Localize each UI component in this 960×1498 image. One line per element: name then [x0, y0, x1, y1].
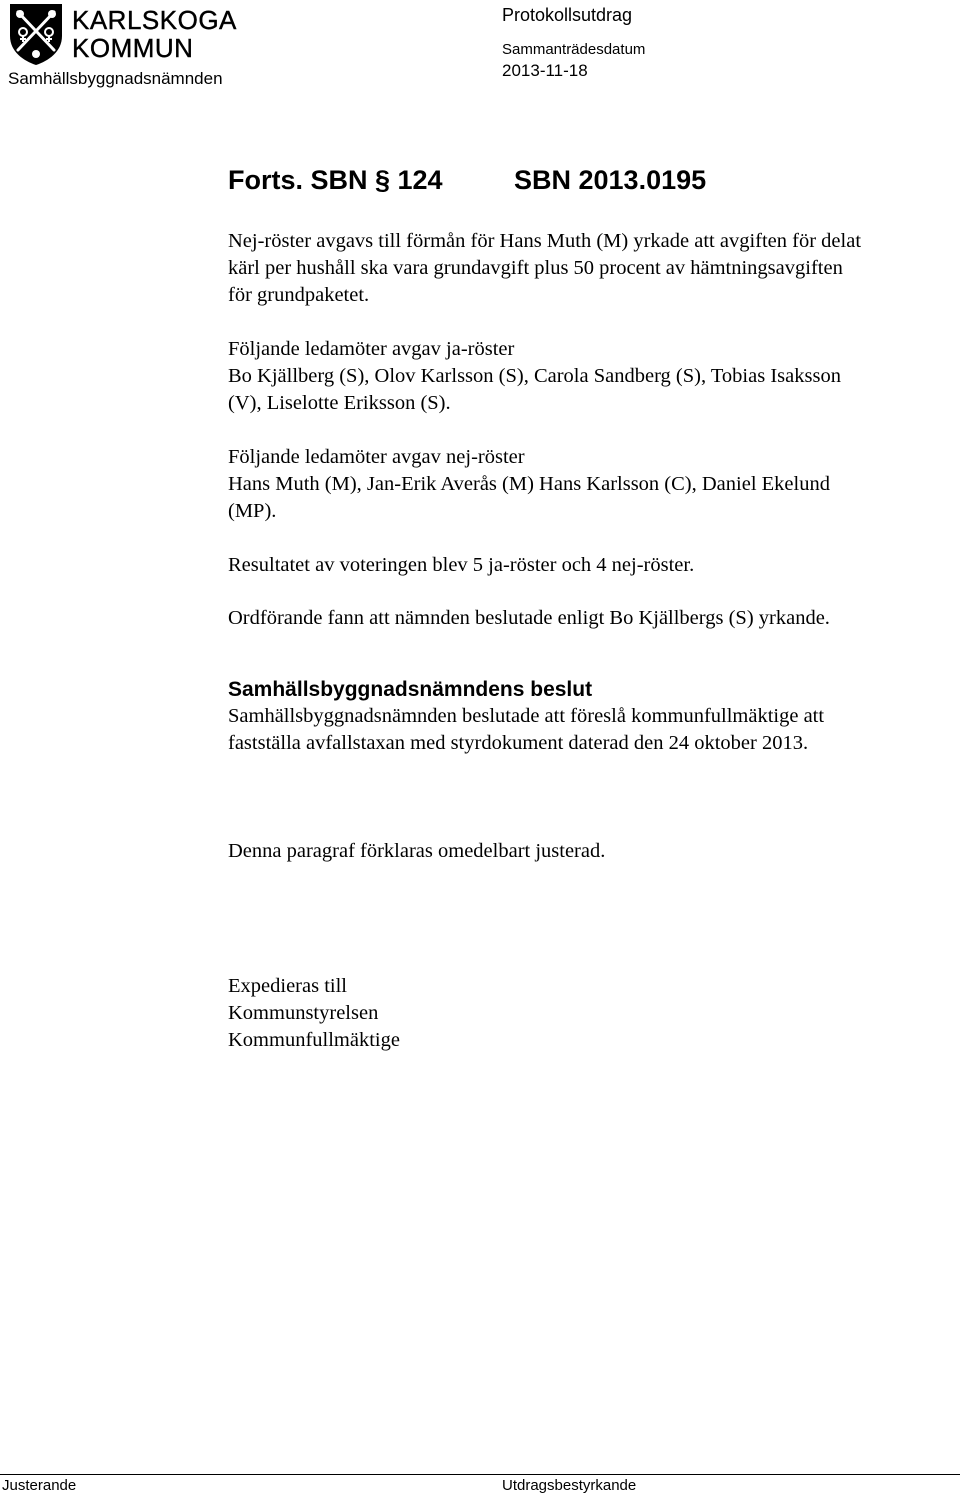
municipal-coat-of-arms-icon: [8, 2, 64, 66]
protocol-body: [228, 228, 948, 1054]
footer-divider: [0, 1474, 960, 1475]
document-type: Protokollsutdrag: [502, 5, 633, 25]
text-line: Nej-röster avgavs till förmån för Hans Muth (M) yrkade att avgiften för delat: [228, 230, 862, 252]
text-line: (MP).: [228, 500, 277, 522]
text-line: Bo Kjällberg (S), Olov Karlsson (S), Carola Sandberg (S), Tobias Isaksson: [228, 365, 841, 387]
section-heading: [228, 164, 706, 196]
text-line: för grundpaketet.: [228, 284, 370, 306]
paragraph-no-voters: [228, 444, 948, 525]
meeting-date-label: Sammanträdesdatum: [502, 41, 646, 58]
distribution-recipient: Kommunfullmäktige: [228, 1029, 400, 1051]
meeting-date: 2013-11-18: [502, 61, 588, 80]
footer-certification-label: Utdragsbestyrkande: [502, 1477, 637, 1494]
logo-text-line2: KOMMUN: [72, 33, 194, 63]
municipality-logo: [8, 2, 243, 68]
text-line: Hans Muth (M), Jan-Erik Averås (M) Hans Karlsson (C), Daniel Ekelund: [228, 473, 830, 495]
paragraph-reference: Forts. SBN § 124: [228, 165, 443, 195]
text-line: kärl per hushåll ska vara grundavgift plus 50 procent av hämtningsavgiften: [228, 257, 843, 279]
text-line: (V), Liselotte Eriksson (S).: [228, 392, 451, 414]
logo-text-line1: KARLSKOGA: [72, 5, 237, 35]
committee-name: Samhällsbyggnadsnämnden: [8, 69, 223, 88]
decision-heading: Samhällsbyggnadsnämndens beslut: [228, 678, 593, 701]
case-number: SBN 2013.0195: [514, 165, 707, 195]
text-line: Följande ledamöter avgav ja-röster: [228, 338, 515, 360]
paragraph-vote-result: Resultatet av voteringen blev 5 ja-röster och 4 nej-röster.: [228, 554, 695, 576]
distribution-recipient: Kommunstyrelsen: [228, 1002, 379, 1024]
decision-text: [228, 703, 948, 757]
distribution-list: [228, 973, 948, 1054]
distribution-label: Expedieras till: [228, 975, 347, 997]
paragraph-chair-ruling: Ordförande fann att nämnden beslutade enligt Bo Kjällbergs (S) yrkande.: [228, 607, 830, 629]
text-line: Följande ledamöter avgav nej-röster: [228, 446, 525, 468]
text-line: Samhällsbyggnadsnämnden beslutade att föreslå kommunfullmäktige att: [228, 705, 825, 727]
footer-adjuster-label: Justerande: [2, 1477, 77, 1494]
justified-note: Denna paragraf förklaras omedelbart justerad.: [228, 840, 606, 862]
paragraph-yes-voters: [228, 336, 948, 417]
text-line: fastställa avfallstaxan med styrdokument daterad den 24 oktober 2013.: [228, 732, 809, 754]
paragraph-no-votes: [228, 228, 948, 309]
